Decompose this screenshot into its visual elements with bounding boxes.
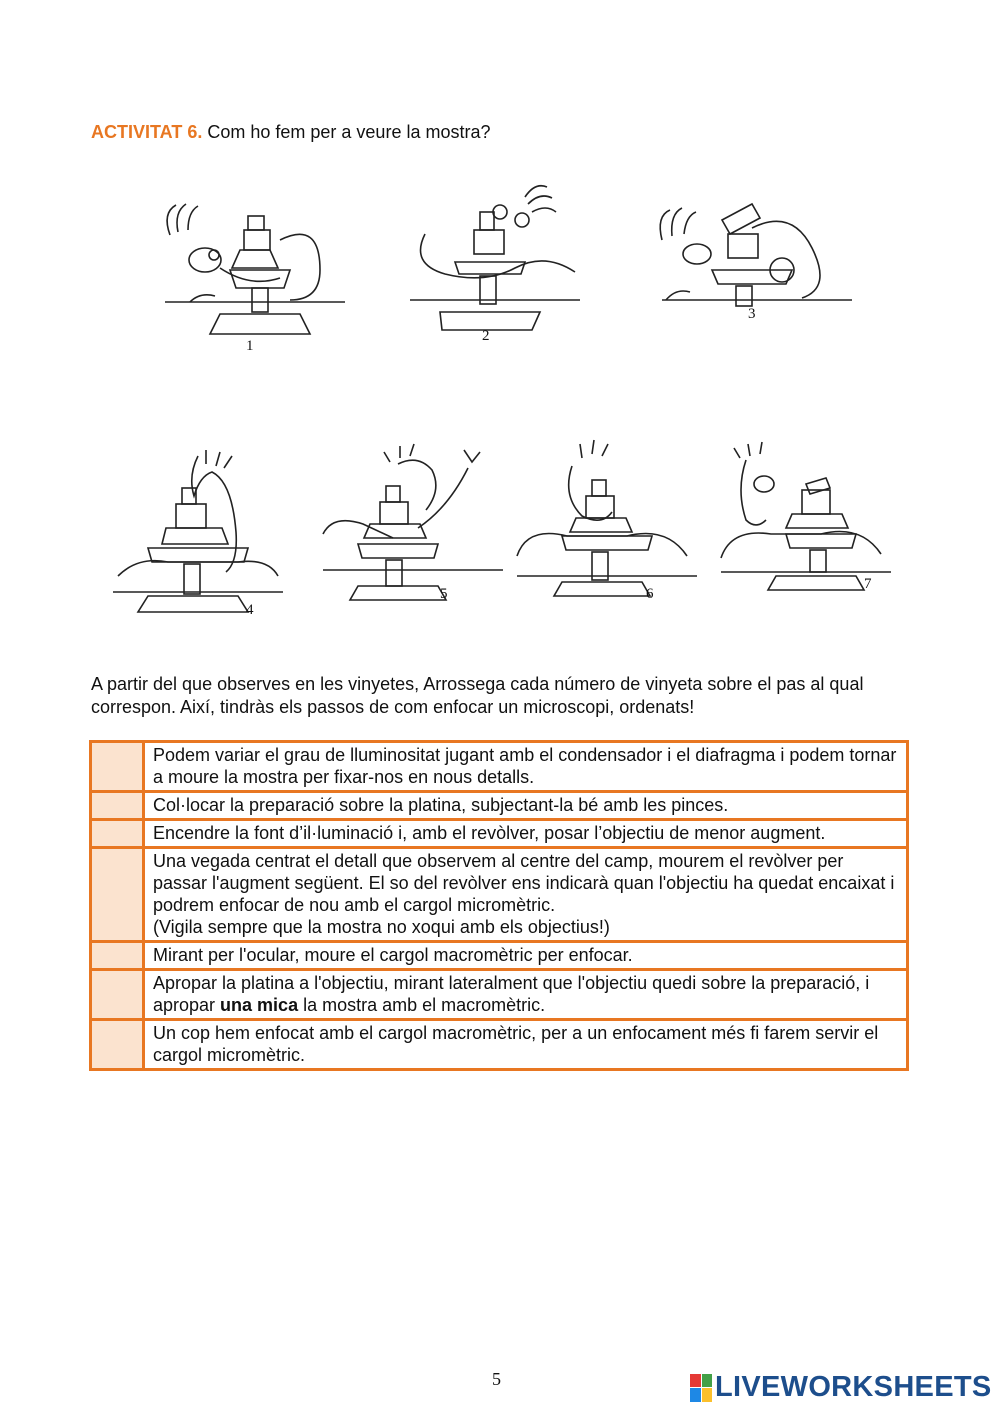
step-text-emphasis: una mica (220, 995, 299, 1015)
page-number: 5 (492, 1369, 501, 1389)
block-green (702, 1374, 713, 1388)
step-note: (Vigila sempre que la mostra no xoqui amb els objectius!) (153, 917, 610, 937)
microscope-illustration-5 (318, 440, 508, 610)
activity-number: ACTIVITAT 6. (91, 122, 203, 142)
block-yellow (702, 1388, 713, 1402)
figure-number: 1 (246, 338, 254, 354)
brand-logo (690, 1371, 992, 1404)
drop-zone[interactable] (91, 942, 144, 970)
microscope-illustration-7 (716, 440, 896, 610)
steps-table (89, 740, 909, 1071)
block-red (690, 1374, 701, 1388)
step-cell (144, 848, 908, 942)
step-row (91, 820, 908, 848)
step-row (91, 792, 908, 820)
drop-zone[interactable] (91, 848, 144, 942)
figure-number: 7 (864, 576, 872, 592)
figure-number: 4 (246, 602, 254, 618)
step-row (91, 970, 908, 1020)
blocks-icon (690, 1374, 712, 1402)
microscope-illustration-3 (652, 190, 862, 330)
step-row (91, 942, 908, 970)
block-blue (690, 1388, 701, 1402)
instructions: A partir del que observes en les vinyetes, Arrossega cada número de vinyeta sobre el pas al qual correspon. Així, tindràs els passos de com enfocar un microscopi, ordenats! (91, 674, 864, 717)
microscope-illustration-2 (400, 172, 590, 352)
step-text-start: Apropar la platina a l'objectiu, mirant lateralment que l'objectiu quedi sobre la preparació, i apropar (153, 973, 870, 1015)
step-text: Un cop hem enfocat amb el cargol macromètric, per a un enfocament més fi farem servir el cargol micromètric. (144, 1020, 908, 1070)
figure-number: 3 (748, 306, 756, 322)
figure-number: 2 (482, 328, 490, 344)
step-text: Col·locar la preparació sobre la platina, subjectant-la bé amb les pinces. (144, 792, 908, 820)
figure-number: 6 (646, 586, 654, 602)
step-row (91, 742, 908, 792)
drop-zone[interactable] (91, 970, 144, 1020)
brand-name: LIVEWORKSHEETS (715, 1371, 992, 1403)
drop-zone[interactable] (91, 820, 144, 848)
drop-zone[interactable] (91, 742, 144, 792)
step-row (91, 1020, 908, 1070)
step-text-end: la mostra amb el macromètric. (298, 995, 546, 1015)
microscope-illustration-1 (160, 180, 350, 360)
step-text: Encendre la font d’il·luminació i, amb el revòlver, posar l’objectiu de menor augment. (144, 820, 908, 848)
step-row (91, 848, 908, 942)
drop-zone[interactable] (91, 792, 144, 820)
activity-question: Com ho fem per a veure la mostra? (207, 122, 491, 142)
microscope-illustration-6 (512, 436, 702, 606)
drop-zone[interactable] (91, 1020, 144, 1070)
step-text: Mirant per l'ocular, moure el cargol macromètric per enfocar. (144, 942, 908, 970)
step-cell (144, 970, 908, 1020)
figure-number: 5 (440, 586, 448, 602)
step-text: Una vegada centrat el detall que observem al centre del camp, mourem el revòlver per passar l'augment següent. El so del revòlver ens indicarà quan l'objectiu ha quedat encaixat i podrem enfocar de nou amb el cargol micromètric. (153, 851, 895, 915)
activity-heading (91, 122, 490, 143)
step-text: Podem variar el grau de lluminositat jugant amb el condensador i el diafragma i podem tornar a moure la mostra per fixar-nos en nous detalls. (144, 742, 908, 792)
microscope-illustration-4 (108, 436, 298, 626)
